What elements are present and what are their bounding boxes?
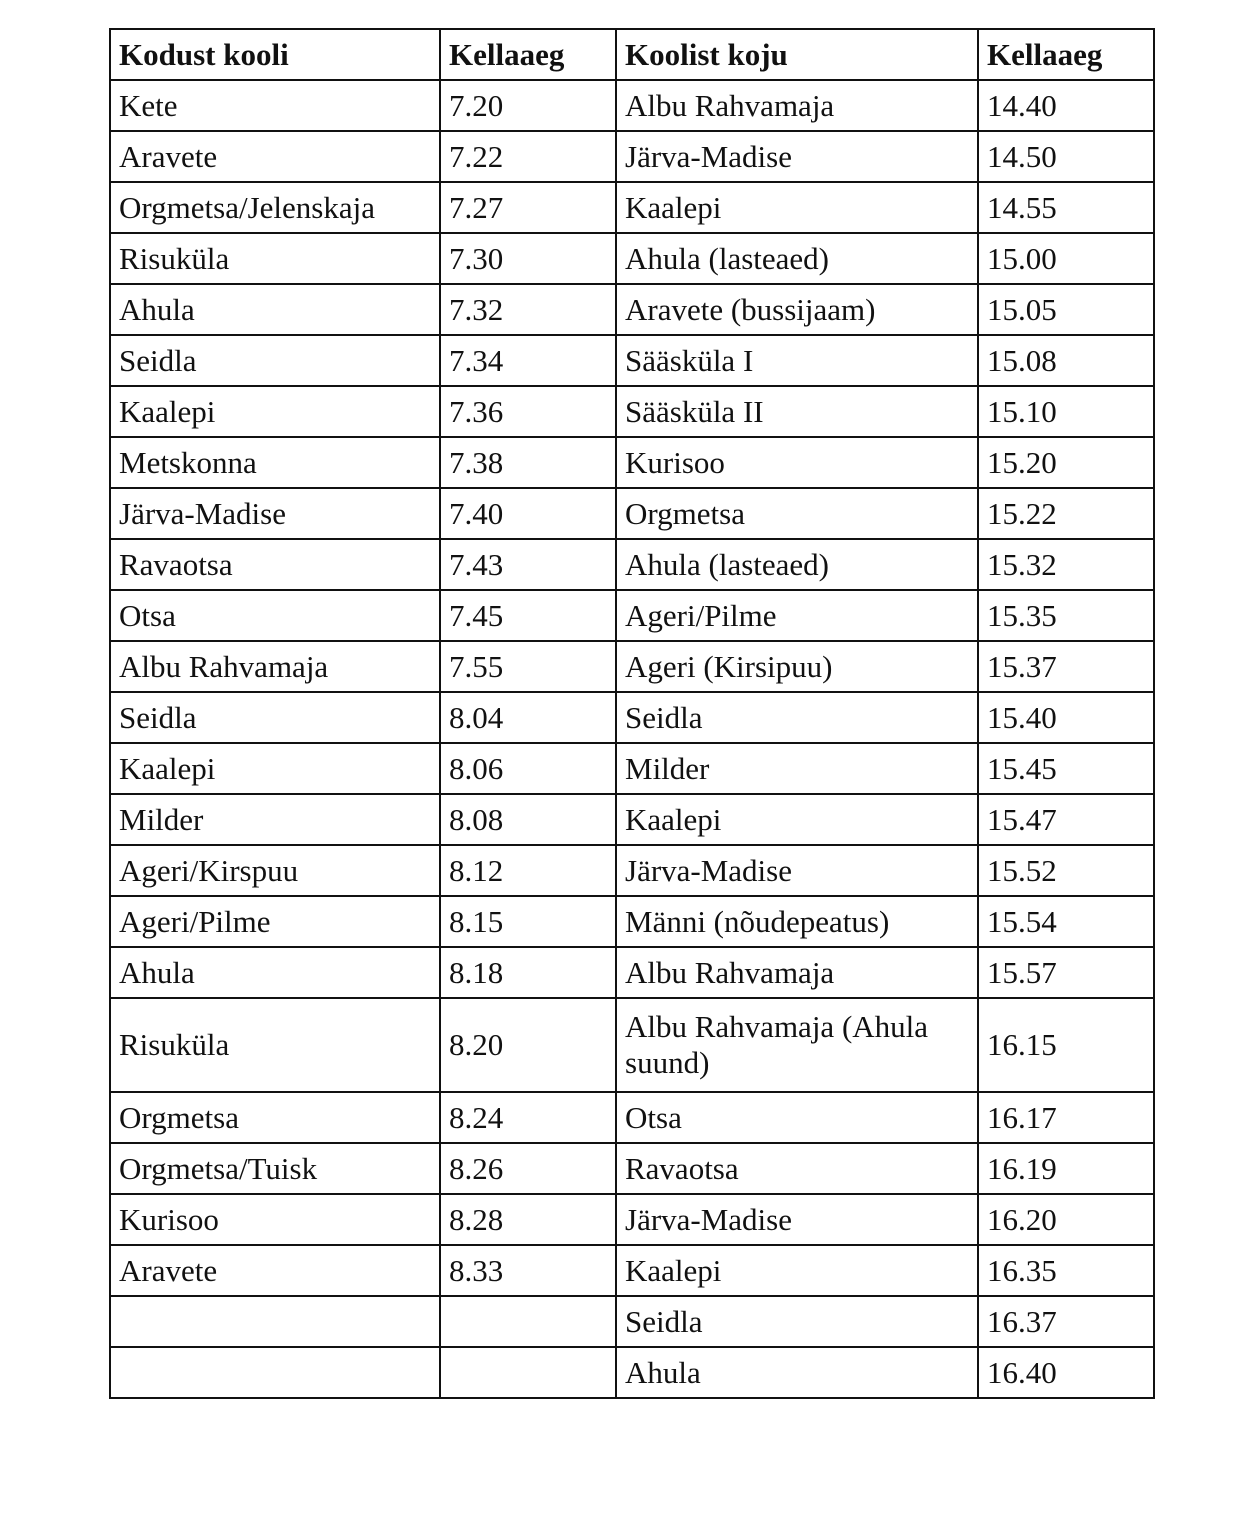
- school-time-cell: 14.40: [978, 80, 1154, 131]
- home-stop-cell: Risuküla: [110, 998, 440, 1092]
- school-time-cell: 16.37: [978, 1296, 1154, 1347]
- home-time-cell: 8.18: [440, 947, 616, 998]
- home-stop-cell: Ahula: [110, 947, 440, 998]
- home-time-cell: 8.20: [440, 998, 616, 1092]
- home-stop-cell: [110, 1347, 440, 1398]
- table-row: [110, 641, 1154, 692]
- home-stop-cell: Otsa: [110, 590, 440, 641]
- school-stop-cell: Järva-Madise: [616, 845, 978, 896]
- school-time-cell: 15.35: [978, 590, 1154, 641]
- school-stop-cell: Aravete (bussijaam): [616, 284, 978, 335]
- home-stop-cell: Aravete: [110, 1245, 440, 1296]
- school-time-cell: 15.54: [978, 896, 1154, 947]
- home-time-cell: 7.30: [440, 233, 616, 284]
- school-time-cell: 14.50: [978, 131, 1154, 182]
- table-row: [110, 1092, 1154, 1143]
- home-time-cell: 7.38: [440, 437, 616, 488]
- school-time-cell: 15.00: [978, 233, 1154, 284]
- school-stop-cell: Kaalepi: [616, 182, 978, 233]
- home-stop-cell: Milder: [110, 794, 440, 845]
- school-stop-cell: Sääsküla I: [616, 335, 978, 386]
- home-stop-cell: [110, 1296, 440, 1347]
- table-row: [110, 488, 1154, 539]
- school-time-cell: 15.32: [978, 539, 1154, 590]
- home-stop-cell: Metskonna: [110, 437, 440, 488]
- school-stop-cell: Sääsküla II: [616, 386, 978, 437]
- home-stop-cell: Orgmetsa/Jelenskaja: [110, 182, 440, 233]
- home-time-cell: [440, 1296, 616, 1347]
- school-time-cell: 15.05: [978, 284, 1154, 335]
- school-stop-cell: Ahula (lasteaed): [616, 233, 978, 284]
- table-row: [110, 386, 1154, 437]
- table-row: [110, 1245, 1154, 1296]
- school-time-cell: 15.57: [978, 947, 1154, 998]
- table-row: [110, 743, 1154, 794]
- home-time-cell: 7.27: [440, 182, 616, 233]
- schedule-page: [109, 28, 1153, 1399]
- home-time-cell: 7.34: [440, 335, 616, 386]
- school-stop-cell: Ageri (Kirsipuu): [616, 641, 978, 692]
- home-time-cell: 7.55: [440, 641, 616, 692]
- table-row: [110, 590, 1154, 641]
- school-time-cell: 15.37: [978, 641, 1154, 692]
- school-stop-cell: Albu Rahvamaja: [616, 80, 978, 131]
- header-from-school: Koolist koju: [616, 29, 978, 80]
- home-stop-cell: Ageri/Pilme: [110, 896, 440, 947]
- table-row: [110, 539, 1154, 590]
- school-stop-cell: Ravaotsa: [616, 1143, 978, 1194]
- home-stop-cell: Seidla: [110, 692, 440, 743]
- school-stop-cell: Otsa: [616, 1092, 978, 1143]
- school-stop-cell: Järva-Madise: [616, 131, 978, 182]
- home-time-cell: [440, 1347, 616, 1398]
- home-stop-cell: Kaalepi: [110, 386, 440, 437]
- school-stop-cell: Ahula: [616, 1347, 978, 1398]
- home-time-cell: 7.20: [440, 80, 616, 131]
- school-time-cell: 16.20: [978, 1194, 1154, 1245]
- table-row: [110, 692, 1154, 743]
- header-time-afternoon: Kellaaeg: [978, 29, 1154, 80]
- school-time-cell: 15.08: [978, 335, 1154, 386]
- school-stop-cell: Seidla: [616, 692, 978, 743]
- home-stop-cell: Ageri/Kirspuu: [110, 845, 440, 896]
- home-stop-cell: Orgmetsa/Tuisk: [110, 1143, 440, 1194]
- table-row: [110, 131, 1154, 182]
- school-stop-cell: Kaalepi: [616, 1245, 978, 1296]
- home-stop-cell: Orgmetsa: [110, 1092, 440, 1143]
- table-row: [110, 1143, 1154, 1194]
- home-stop-cell: Kete: [110, 80, 440, 131]
- school-time-cell: 16.35: [978, 1245, 1154, 1296]
- bus-schedule-table: [109, 28, 1155, 1399]
- home-time-cell: 8.28: [440, 1194, 616, 1245]
- home-time-cell: 8.04: [440, 692, 616, 743]
- school-time-cell: 15.45: [978, 743, 1154, 794]
- home-stop-cell: Kurisoo: [110, 1194, 440, 1245]
- school-stop-cell: Ageri/Pilme: [616, 590, 978, 641]
- school-time-cell: 15.52: [978, 845, 1154, 896]
- home-time-cell: 8.33: [440, 1245, 616, 1296]
- header-from-home: Kodust kooli: [110, 29, 440, 80]
- school-time-cell: 15.20: [978, 437, 1154, 488]
- school-time-cell: 15.10: [978, 386, 1154, 437]
- school-time-cell: 15.47: [978, 794, 1154, 845]
- home-time-cell: 8.26: [440, 1143, 616, 1194]
- home-stop-cell: Ravaotsa: [110, 539, 440, 590]
- school-time-cell: 16.15: [978, 998, 1154, 1092]
- school-time-cell: 15.40: [978, 692, 1154, 743]
- home-time-cell: 7.32: [440, 284, 616, 335]
- school-stop-cell: Albu Rahvamaja: [616, 947, 978, 998]
- table-row: [110, 845, 1154, 896]
- home-time-cell: 8.15: [440, 896, 616, 947]
- table-row: [110, 1194, 1154, 1245]
- school-time-cell: 16.17: [978, 1092, 1154, 1143]
- home-stop-cell: Seidla: [110, 335, 440, 386]
- table-row: [110, 335, 1154, 386]
- home-time-cell: 7.36: [440, 386, 616, 437]
- schedule-body: [110, 80, 1154, 1398]
- school-time-cell: 16.19: [978, 1143, 1154, 1194]
- school-time-cell: 14.55: [978, 182, 1154, 233]
- home-stop-cell: Ahula: [110, 284, 440, 335]
- home-time-cell: 8.12: [440, 845, 616, 896]
- home-time-cell: 7.40: [440, 488, 616, 539]
- header-row: [110, 29, 1154, 80]
- school-stop-cell: Albu Rahvamaja (Ahula suund): [616, 998, 978, 1092]
- home-time-cell: 8.06: [440, 743, 616, 794]
- home-time-cell: 7.22: [440, 131, 616, 182]
- home-time-cell: 7.43: [440, 539, 616, 590]
- table-row: [110, 80, 1154, 131]
- table-row: [110, 998, 1154, 1092]
- table-row: [110, 794, 1154, 845]
- home-time-cell: 8.24: [440, 1092, 616, 1143]
- school-stop-cell: Kurisoo: [616, 437, 978, 488]
- school-stop-cell: Männi (nõudepeatus): [616, 896, 978, 947]
- school-stop-cell: Järva-Madise: [616, 1194, 978, 1245]
- school-stop-cell: Ahula (lasteaed): [616, 539, 978, 590]
- school-stop-cell: Orgmetsa: [616, 488, 978, 539]
- table-row: [110, 233, 1154, 284]
- home-stop-cell: Järva-Madise: [110, 488, 440, 539]
- home-stop-cell: Albu Rahvamaja: [110, 641, 440, 692]
- table-row: [110, 284, 1154, 335]
- home-stop-cell: Kaalepi: [110, 743, 440, 794]
- table-row: [110, 437, 1154, 488]
- school-stop-cell: Kaalepi: [616, 794, 978, 845]
- school-stop-cell: Milder: [616, 743, 978, 794]
- table-row: [110, 1347, 1154, 1398]
- table-row: [110, 1296, 1154, 1347]
- school-time-cell: 15.22: [978, 488, 1154, 539]
- home-time-cell: 8.08: [440, 794, 616, 845]
- table-row: [110, 947, 1154, 998]
- school-stop-cell: Seidla: [616, 1296, 978, 1347]
- header-time-morning: Kellaaeg: [440, 29, 616, 80]
- home-stop-cell: Risuküla: [110, 233, 440, 284]
- home-stop-cell: Aravete: [110, 131, 440, 182]
- table-row: [110, 896, 1154, 947]
- school-time-cell: 16.40: [978, 1347, 1154, 1398]
- home-time-cell: 7.45: [440, 590, 616, 641]
- table-row: [110, 182, 1154, 233]
